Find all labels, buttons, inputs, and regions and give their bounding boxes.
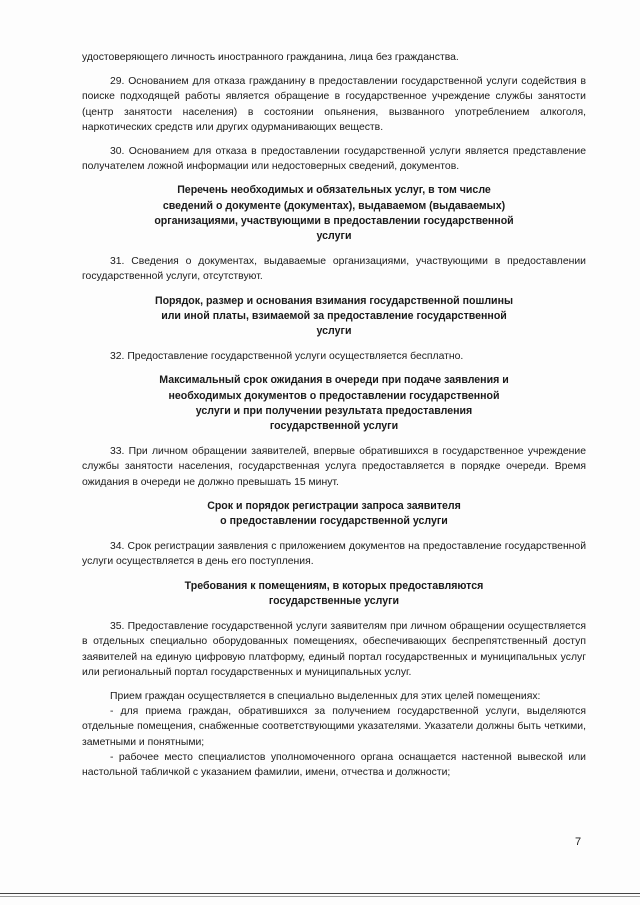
paragraph-32: 32. Предоставление государственной услуги осуществляется бесплатно.: [110, 351, 464, 363]
scan-bottom-edge: [0, 893, 640, 894]
page-number: 7: [575, 836, 582, 848]
paragraph-continuation: удостоверяющего личность иностранного гражданина, лица без гражданства.: [82, 52, 459, 63]
paragraph-34: 34. Срок регистрации заявления с приложением документов на предоставление государственной услуги осуществляется в день его поступления.: [82, 541, 586, 568]
section-heading-premises: Требования к помещениям, в которых предоставляются государственные услуги: [184, 579, 484, 607]
section-heading-queue-time: Максимальный срок ожидания в очереди при подаче заявления и необходимых документов о предоставлении государственной услуги и при получении результата предоставления государственной услуги: [159, 374, 509, 433]
scan-bottom-edge-shadow: [0, 896, 640, 897]
section-heading-registration: Срок и порядок регистрации запроса заявителя о предоставлении государственной услуги: [207, 499, 461, 528]
list-item-premises: - для приема граждан, обратившихся за получением государственной услуги, выделяются отдельные помещения, снабженные соответствующими указателями. Указатели должны быть четкими, заметными и понятными;: [82, 706, 586, 748]
paragraph-29: 29. Основанием для отказа гражданину в предоставлении государственной услуги содействия в поиске подходящей работы является обращение в государственное учреждение службы занятости (центр занятости населения) в состоянии опьянения, вызванного употреблением алкоголя, наркотических средств или других одурманивающих веществ.: [82, 76, 586, 133]
paragraph-31: 31. Сведения о документах, выдаваемые организациями, участвующими в предоставлении государственной услуги, отсутствуют.: [82, 256, 586, 283]
paragraph-reception: Прием граждан осуществляется в специально выделенных для этих целей помещениях:: [110, 690, 541, 702]
paragraph-30: 30. Основанием для отказа в предоставлении государственной услуги является представление получателем ложной информации или недостоверных сведений, документов.: [82, 146, 586, 173]
document-body: [82, 50, 586, 780]
section-heading-required-services: Перечень необходимых и обязательных услуг, в том числе сведений о документе (документах), выдаваемом (выдаваемых) организациями, участвующими в предоставлении государственной услуги: [154, 184, 514, 243]
paragraph-33: 33. При личном обращении заявителей, впервые обратившихся в государственное учреждение службы занятости населения, государственная услуга предоставляется в порядке очереди. Время ожидания в очереди не должно превышать 15 минут.: [82, 446, 586, 488]
list-item-workplace: - рабочее место специалистов уполномоченного органа оснащается настенной вывеской или настольной табличкой с указанием фамилии, имени, отчества и должности;: [82, 751, 586, 778]
section-heading-state-fee: Порядок, размер и основания взимания государственной пошлины или иной платы, взимаемой за предоставление государственной услуги: [154, 294, 514, 338]
paragraph-35: 35. Предоставление государственной услуги заявителям при личном обращении осуществляется в отдельных специально оборудованных помещениях, обеспечивающих беспрепятственный доступ заявителей на единую цифровую платформу, единый портал государственных и муниципальных услуг или региональный портал государственных и муниципальных услуг.: [82, 621, 586, 678]
